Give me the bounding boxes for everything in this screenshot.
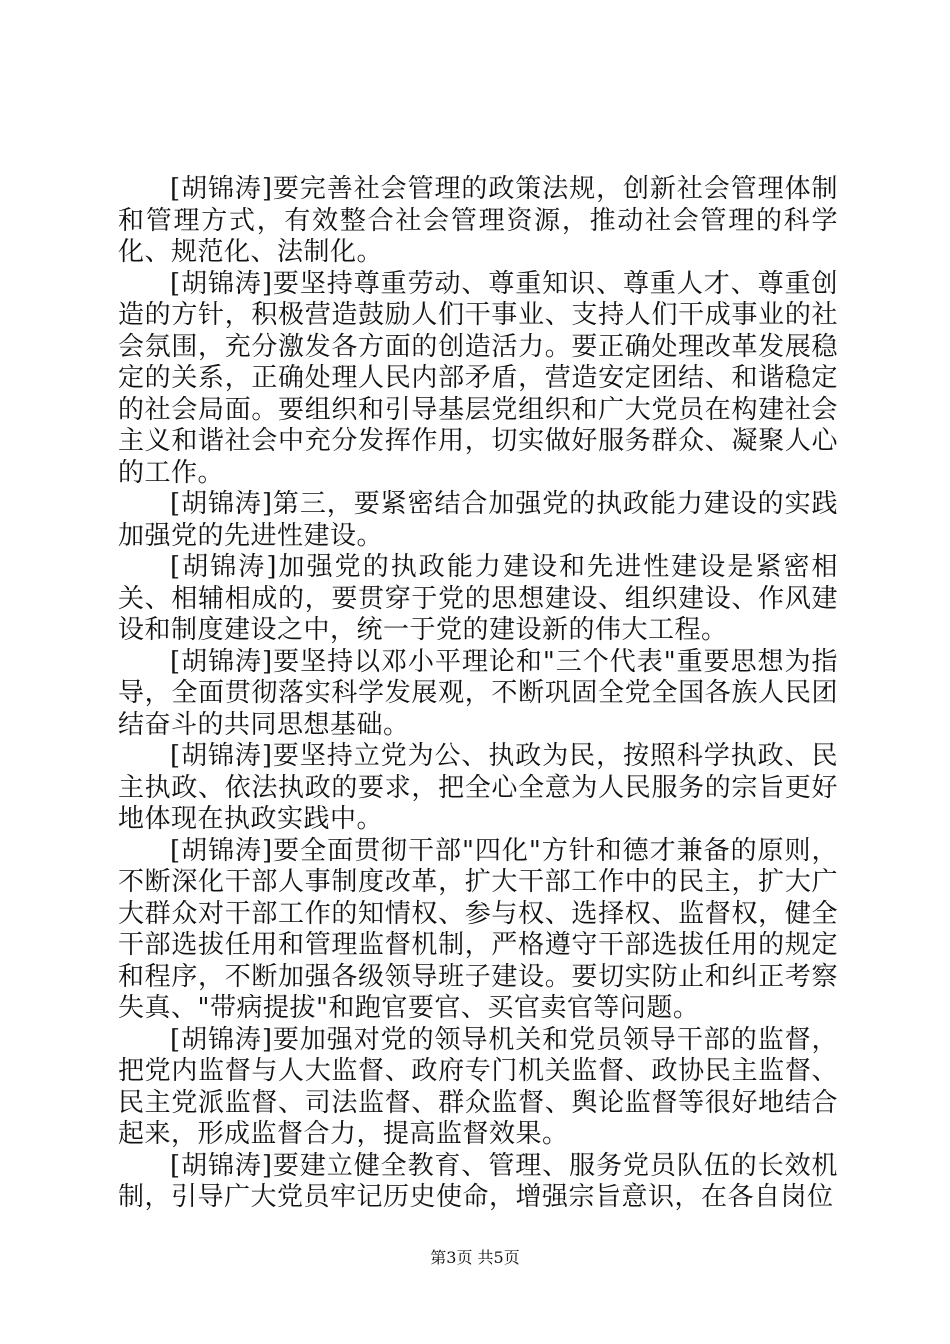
document-body [118, 174, 838, 1214]
paragraph: [胡锦涛]要建立健全教育、管理、服务党员队伍的长效机制，引导广大党员牢记历史使命，增强宗旨意识，在各自岗位 [118, 1150, 838, 1212]
paragraph: [胡锦涛]第三，要紧密结合加强党的执政能力建设的实践加强党的先进性建设。 [118, 489, 838, 551]
paragraph: [胡锦涛]要加强对党的领导机关和党员领导干部的监督，把党内监督与人大监督、政府专门机关监督、政协民主监督、民主党派监督、司法监督、群众监督、舆论监督等很好地结合起来，形成监督合力，提高监督效果。 [118, 1024, 838, 1149]
paragraph: [胡锦涛]要完善社会管理的政策法规，创新社会管理体制和管理方式，有效整合社会管理资源，推动社会管理的科学化、规范化、法制化。 [118, 174, 838, 267]
paragraph: [胡锦涛]加强党的执政能力建设和先进性建设是紧密相关、相辅相成的，要贯穿于党的思想建设、组织建设、作风建设和制度建设之中，统一于党的建设新的伟大工程。 [118, 552, 838, 645]
paragraph: [胡锦涛]要坚持立党为公、执政为民，按照科学执政、民主执政、依法执政的要求，把全心全意为人民服务的宗旨更好地体现在执政实践中。 [118, 741, 838, 834]
paragraph: [胡锦涛]要坚持尊重劳动、尊重知识、尊重人才、尊重创造的方针，积极营造鼓励人们干事业、支持人们干成事业的社会氛围，充分激发各方面的创造活力。要正确处理改革发展稳定的关系，正确处理人民内部矛盾，营造安定团结、和谐稳定的社会局面。要组织和引导基层党组织和广大党员在构建社会主义和谐社会中充分发挥作用，切实做好服务群众、凝聚人心的工作。 [118, 268, 838, 488]
page-footer: 第3页 共5页 [430, 1248, 520, 1267]
paragraph: [胡锦涛]要坚持以邓小平理论和"三个代表"重要思想为指导，全面贯彻落实科学发展观，不断巩固全党全国各族人民团结奋斗的共同思想基础。 [118, 646, 838, 740]
paragraph: [胡锦涛]要全面贯彻干部"四化"方针和德才兼备的原则，不断深化干部人事制度改革，扩大干部工作中的民主，扩大广大群众对干部工作的知情权、参与权、选择权、监督权，健全干部选拔任用和管理监督机制，严格遵守干部选拔任用的规定和程序，不断加强各级领导班子建设。要切实防止和纠正考察失真、"带病提拔"和跑官要官、买官卖官等问题。 [118, 835, 838, 1023]
